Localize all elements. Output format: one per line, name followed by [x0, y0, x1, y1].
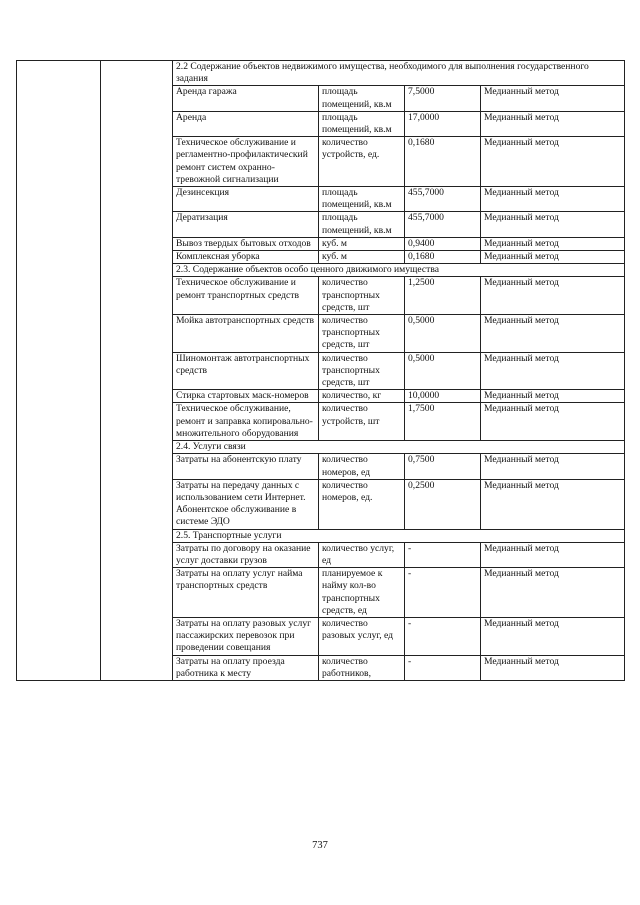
norm-value: - — [405, 568, 481, 618]
cost-item-name: Мойка автотранспортных средств — [173, 315, 319, 353]
cost-norms-table — [16, 60, 625, 681]
cost-item-name: Техническое обслуживание, ремонт и заправка копировально-множительного оборудования — [173, 403, 319, 441]
cost-item-name: Аренда — [173, 111, 319, 136]
unit-of-measure: количество транспортных средств, шт — [319, 277, 405, 315]
cost-item-name: Аренда гаража — [173, 86, 319, 111]
unit-of-measure: площадь помещений, кв.м — [319, 212, 405, 237]
unit-of-measure: количество устройств, ед. — [319, 137, 405, 187]
unit-of-measure: количество номеров, ед — [319, 454, 405, 479]
norm-value: 1,7500 — [405, 403, 481, 441]
cost-item-name: Вывоз твердых бытовых отходов — [173, 237, 319, 250]
calculation-method: Медианный метод — [481, 542, 625, 567]
norm-value: 0,7500 — [405, 454, 481, 479]
calculation-method: Медианный метод — [481, 352, 625, 390]
norm-value: 0,2500 — [405, 479, 481, 529]
calculation-method: Медианный метод — [481, 403, 625, 441]
cost-item-name: Затраты по договору на оказание услуг доставки грузов — [173, 542, 319, 567]
table-body — [17, 61, 625, 681]
cost-item-name: Затраты на оплату услуг найма транспортных средств — [173, 568, 319, 618]
norm-value: 0,1680 — [405, 251, 481, 264]
unit-of-measure: площадь помещений, кв.м — [319, 86, 405, 111]
calculation-method: Медианный метод — [481, 137, 625, 187]
left-blank-column — [17, 61, 101, 681]
calculation-method: Медианный метод — [481, 655, 625, 680]
calculation-method: Медианный метод — [481, 390, 625, 403]
cost-item-name: Дезинсекция — [173, 187, 319, 212]
page-number: 737 — [312, 840, 328, 851]
calculation-method: Медианный метод — [481, 187, 625, 212]
unit-of-measure: количество транспортных средств, шт — [319, 315, 405, 353]
calculation-method: Медианный метод — [481, 111, 625, 136]
unit-of-measure: количество разовых услуг, ед — [319, 617, 405, 655]
calculation-method: Медианный метод — [481, 315, 625, 353]
cost-item-name: Затраты на передачу данных с использованием сети Интернет. Абонентское обслуживание в системе ЭДО — [173, 479, 319, 529]
section-title: 2.4. Услуги связи — [173, 441, 625, 454]
cost-item-name: Стирка стартовых маск-номеров — [173, 390, 319, 403]
calculation-method: Медианный метод — [481, 251, 625, 264]
second-blank-column — [101, 61, 173, 681]
cost-item-name: Шиномонтаж автотранспортных средств — [173, 352, 319, 390]
norm-value: 1,2500 — [405, 277, 481, 315]
unit-of-measure: количество номеров, ед. — [319, 479, 405, 529]
norm-value: 10,0000 — [405, 390, 481, 403]
cost-item-name: Комплексная уборка — [173, 251, 319, 264]
cost-item-name: Затраты на абонентскую плату — [173, 454, 319, 479]
norm-value: - — [405, 542, 481, 567]
unit-of-measure: количество, кг — [319, 390, 405, 403]
norm-value: 0,5000 — [405, 315, 481, 353]
calculation-method: Медианный метод — [481, 454, 625, 479]
cost-item-name: Техническое обслуживание и ремонт транспортных средств — [173, 277, 319, 315]
cost-item-name: Затраты на оплату разовых услуг пассажирских перевозок при проведении совещания — [173, 617, 319, 655]
section-title: 2.5. Транспортные услуги — [173, 529, 625, 542]
unit-of-measure: количество транспортных средств, шт — [319, 352, 405, 390]
unit-of-measure: куб. м — [319, 237, 405, 250]
section-title: 2.3. Содержание объектов особо ценного движимого имущества — [173, 264, 625, 277]
calculation-method: Медианный метод — [481, 86, 625, 111]
section-header-row — [17, 61, 625, 86]
calculation-method: Медианный метод — [481, 479, 625, 529]
cost-item-name: Затраты на оплату проезда работника к месту — [173, 655, 319, 680]
norm-value: - — [405, 617, 481, 655]
norm-value: 455,7000 — [405, 187, 481, 212]
calculation-method: Медианный метод — [481, 617, 625, 655]
norm-value: - — [405, 655, 481, 680]
cost-item-name: Техническое обслуживание и регламентно-профилактический ремонт систем охранно-тревожной сигнализации — [173, 137, 319, 187]
norm-value: 0,9400 — [405, 237, 481, 250]
norm-value: 455,7000 — [405, 212, 481, 237]
unit-of-measure: куб. м — [319, 251, 405, 264]
calculation-method: Медианный метод — [481, 212, 625, 237]
calculation-method: Медианный метод — [481, 277, 625, 315]
calculation-method: Медианный метод — [481, 568, 625, 618]
unit-of-measure: площадь помещений, кв.м — [319, 187, 405, 212]
unit-of-measure: количество услуг, ед — [319, 542, 405, 567]
cost-item-name: Дератизация — [173, 212, 319, 237]
norm-value: 7,5000 — [405, 86, 481, 111]
calculation-method: Медианный метод — [481, 237, 625, 250]
norm-value: 0,1680 — [405, 137, 481, 187]
unit-of-measure: количество устройств, шт — [319, 403, 405, 441]
section-title: 2.2 Содержание объектов недвижимого имущества, необходимого для выполнения государственного задания — [173, 61, 625, 86]
unit-of-measure: планируемое к найму кол-во транспортных средств, ед — [319, 568, 405, 618]
unit-of-measure: площадь помещений, кв.м — [319, 111, 405, 136]
norm-value: 0,5000 — [405, 352, 481, 390]
norm-value: 17,0000 — [405, 111, 481, 136]
unit-of-measure: количество работников, — [319, 655, 405, 680]
